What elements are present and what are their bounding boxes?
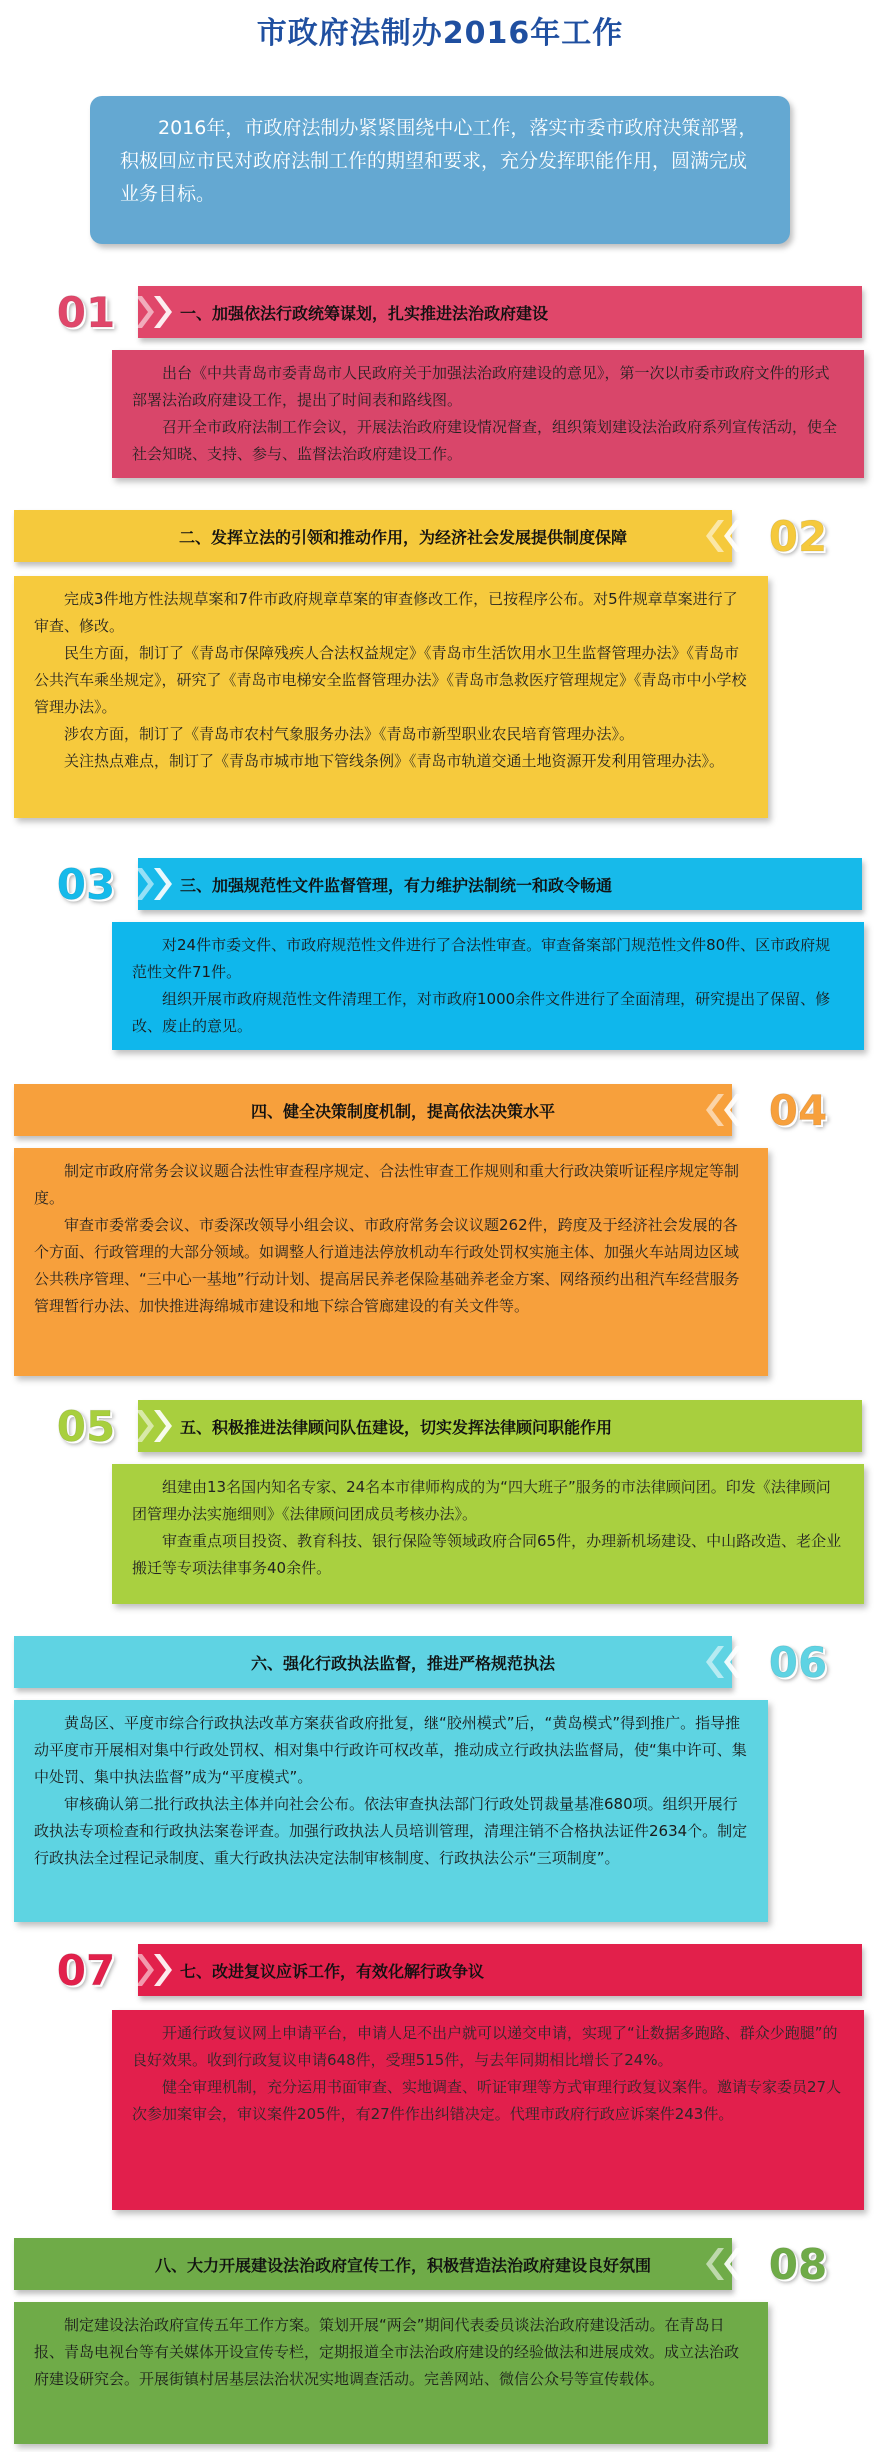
section-body-07 — [112, 2010, 864, 2210]
section-body-04 — [14, 1148, 768, 1376]
section-number: 05 — [56, 1401, 116, 1451]
section-heading-bar — [14, 1636, 732, 1688]
section-paragraph: 审查重点项目投资、教育科技、银行保险等领域政府合同65件，办理新机场建设、中山路改造、老企业搬迁等专项法律事务40余件。 — [132, 1532, 842, 1577]
section-heading: 七、改进复议应诉工作，有效化解行政争议 — [180, 1961, 485, 1981]
section-number: 07 — [56, 1945, 116, 1995]
section-heading-bar — [14, 2238, 732, 2290]
section-number: 02 — [768, 511, 828, 561]
section-paragraph: 关注热点难点，制订了《青岛市城市地下管线条例》《青岛市轨道交通土地资源开发利用管理办法》。 — [64, 752, 725, 770]
section-paragraph: 完成3件地方性法规草案和7件市政府规章草案的审查修改工作，已按程序公布。对5件规章草案进行了审查、修改。 — [34, 590, 738, 635]
section-body-08 — [14, 2302, 768, 2444]
section-number: 04 — [768, 1085, 828, 1135]
section-paragraph: 召开全市政府法制工作会议，开展法治政府建设情况督查，组织策划建设法治政府系列宣传活动，使全社会知晓、支持、参与、监督法治政府建设工作。 — [132, 418, 838, 463]
section-paragraph: 健全审理机制，充分运用书面审查、实地调查、听证审理等方式审理行政复议案件。邀请专家委员27人次参加案审会，审议案件205件，有27件作出纠错决定。代理市政府行政应诉案件243件。 — [132, 2078, 842, 2123]
section-paragraph: 对24件市委文件、市政府规范性文件进行了合法性审查。审查备案部门规范性文件80件、区市政府规范性文件71件。 — [132, 936, 831, 981]
section-body-01 — [112, 350, 864, 478]
section-body-03 — [112, 922, 864, 1050]
section-heading: 四、健全决策制度机制，提高依法决策水平 — [250, 1101, 555, 1121]
section-heading-bar — [138, 286, 862, 338]
section-paragraph: 审核确认第二批行政执法主体并向社会公布。依法审查执法部门行政处罚裁量基准680项。组织开展行政执法专项检查和行政执法案卷评查。加强行政执法人员培训管理，清理注销不合格执法证件2634个。制定行政执法全过程记录制度、重大行政执法决定法制审核制度、行政执法公示“三项制度”。 — [34, 1795, 748, 1867]
section-paragraph: 开通行政复议网上申请平台，申请人足不出户就可以递交申请，实现了“让数据多跑路、群众少跑腿”的良好效果。收到行政复议申请648件，受理515件，与去年同期相比增长了24%。 — [132, 2024, 838, 2069]
chevron-left-icon — [702, 518, 748, 554]
page-title: 市政府法制办2016年工作 — [256, 16, 624, 51]
section-heading: 二、发挥立法的引领和推动作用，为经济社会发展提供制度保障 — [178, 527, 627, 547]
chevron-right-icon — [132, 1408, 178, 1444]
chevron-left-icon — [702, 2246, 748, 2282]
section-number: 06 — [768, 1637, 828, 1687]
section-paragraph: 审查市委常委会议、市委深改领导小组会议、市政府常务会议议题262件，跨度及于经济社会发展的各个方面、行政管理的大部分领域。如调整人行道违法停放机动车行政处罚权实施主体、加强火车站周边区域公共秩序管理、“三中心一基地”行动计划、提高居民养老保险基础养老金方案、网络预约出租汽车经营服务管理暂行办法、加快推进海绵城市建设和地下综合管廊建设的有关文件等。 — [34, 1216, 740, 1315]
section-paragraph: 民生方面，制订了《青岛市保障残疾人合法权益规定》《青岛市生活饮用水卫生监督管理办法》《青岛市公共汽车乘坐规定》，研究了《青岛市电梯安全监督管理办法》《青岛市急救医疗管理规定》《青岛市中小学校管理办法》。 — [34, 644, 747, 716]
section-heading-bar — [138, 1400, 862, 1452]
section-heading-bar — [14, 510, 732, 562]
section-paragraph: 黄岛区、平度市综合行政执法改革方案获省政府批复，继“胶州模式”后，“黄岛模式”得到推广。指导推动平度市开展相对集中行政处罚权、相对集中行政许可权改革，推动成立行政执法监督局，使“集中许可、集中处罚、集中执法监督”成为“平度模式”。 — [34, 1714, 747, 1786]
chevron-right-icon — [132, 866, 178, 902]
section-heading: 六、强化行政执法监督，推进严格规范执法 — [250, 1653, 555, 1673]
chevron-left-icon — [702, 1092, 748, 1128]
chevron-right-icon — [132, 1952, 178, 1988]
section-heading-bar — [14, 1084, 732, 1136]
section-heading: 三、加强规范性文件监督管理，有力维护法制统一和政令畅通 — [180, 875, 613, 895]
section-number: 08 — [768, 2239, 828, 2289]
section-heading: 一、加强依法行政统筹谋划，扎实推进法治政府建设 — [180, 303, 549, 323]
intro-box: 2016年，市政府法制办紧紧围绕中心工作，落实市委市政府决策部署，积极回应市民对政府法制工作的期望和要求，充分发挥职能作用，圆满完成业务目标。 — [90, 96, 790, 244]
section-heading-bar — [138, 1944, 862, 1996]
section-paragraph: 组建由13名国内知名专家、24名本市律师构成的为“四大班子”服务的市法律顾问团。印发《法律顾问团管理办法实施细则》《法律顾问团成员考核办法》。 — [132, 1478, 831, 1523]
section-number: 01 — [56, 287, 116, 337]
section-body-02 — [14, 576, 768, 818]
section-number: 03 — [56, 859, 116, 909]
section-paragraph: 涉农方面，制订了《青岛市农村气象服务办法》《青岛市新型职业农民培育管理办法》。 — [64, 725, 635, 743]
section-heading: 八、大力开展建设法治政府宣传工作，积极营造法治政府建设良好氛围 — [154, 2255, 651, 2275]
section-heading-bar — [138, 858, 862, 910]
chevron-left-icon — [702, 1644, 748, 1680]
section-body-05 — [112, 1464, 864, 1604]
section-paragraph: 制定建设法治政府宣传五年工作方案。策划开展“两会”期间代表委员谈法治政府建设活动。在青岛日报、青岛电视台等有关媒体开设宣传专栏，定期报道全市法治政府建设的经验做法和进展成效。成立法治政府建设研究会。开展街镇村居基层法治状况实地调查活动。完善网站、微信公众号等宣传载体。 — [34, 2316, 740, 2388]
chevron-right-icon — [132, 294, 178, 330]
section-body-06 — [14, 1700, 768, 1922]
section-paragraph: 组织开展市政府规范性文件清理工作，对市政府1000余件文件进行了全面清理，研究提出了保留、修改、废止的意见。 — [132, 990, 831, 1035]
section-heading: 五、积极推进法律顾问队伍建设，切实发挥法律顾问职能作用 — [180, 1417, 613, 1437]
section-paragraph: 出台《中共青岛市委青岛市人民政府关于加强法治政府建设的意见》，第一次以市委市政府文件的形式部署法治政府建设工作，提出了时间表和路线图。 — [132, 364, 830, 409]
section-paragraph: 制定市政府常务会议议题合法性审查程序规定、合法性审查工作规则和重大行政决策听证程序规定等制度。 — [34, 1162, 740, 1207]
